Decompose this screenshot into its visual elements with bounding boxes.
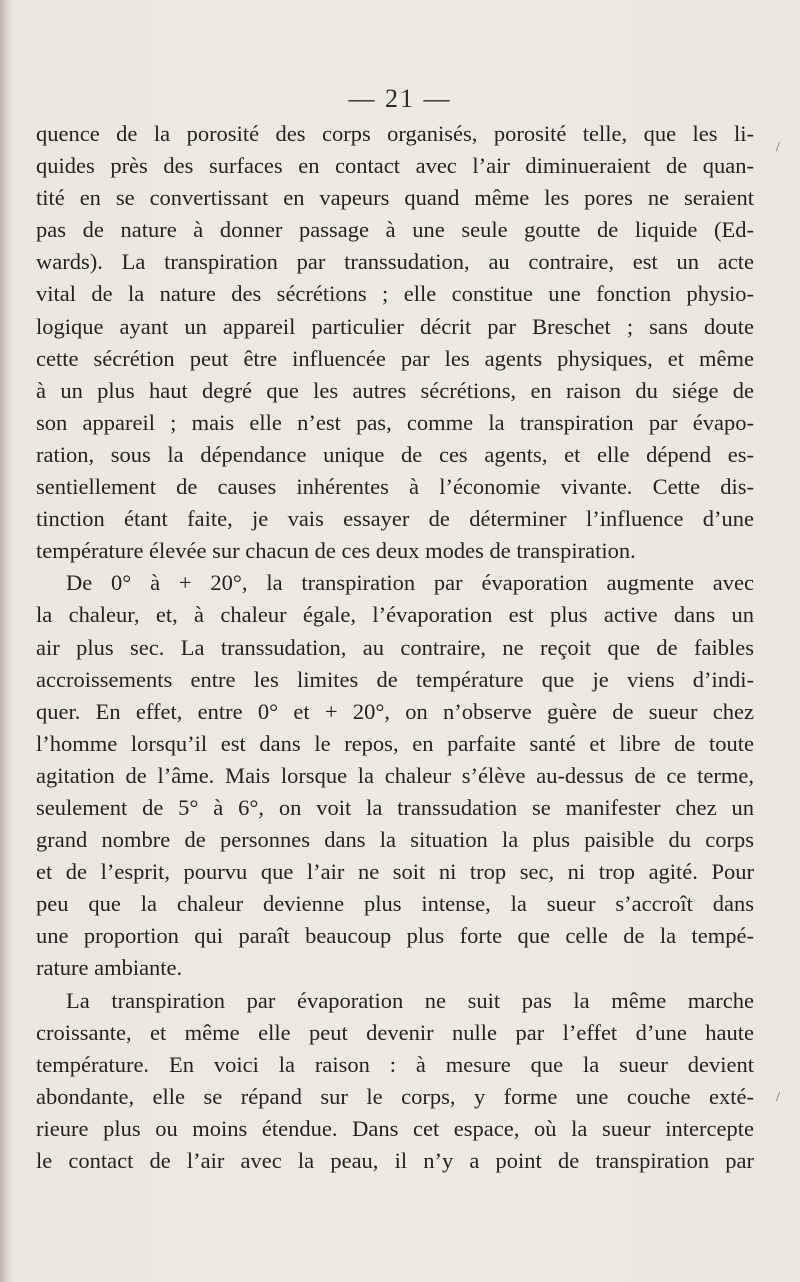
text-line: sentiellement de causes inhérentes à l’économie vivante. Cette dis- (36, 474, 754, 500)
text-line: grand nombre de personnes dans la situation la plus paisible du corps (36, 827, 754, 853)
text-line: peu que la chaleur devienne plus intense, la sueur s’accroît dans (36, 891, 754, 917)
text-line: la chaleur, et, à chaleur égale, l’évaporation est plus active dans un (36, 602, 754, 628)
text-line: une proportion qui paraît beaucoup plus forte que celle de la tempé- (36, 923, 754, 949)
body-text (36, 118, 754, 1177)
text-line: La transpiration par évaporation ne suit pas la même marche (66, 987, 754, 1013)
text-line: rature ambiante. (36, 955, 183, 981)
page-binding-edge (0, 0, 12, 1282)
text-line: agitation de l’âme. Mais lorsque la chaleur s’élève au-dessus de ce terme, (36, 762, 754, 788)
text-line: et de l’esprit, pourvu que l’air ne soit ni trop sec, ni trop agité. Pour (36, 859, 754, 885)
margin-pencil-mark: / (776, 140, 780, 155)
text-line: accroissements entre les limites de température que je viens d’indi- (36, 666, 754, 692)
text-line: abondante, elle se répand sur le corps, y forme une couche exté- (36, 1083, 754, 1109)
text-line: vital de la nature des sécrétions ; elle constitue une fonction physio- (36, 281, 754, 307)
page-number: — 21 — (348, 84, 452, 113)
text-line: rieure plus ou moins étendue. Dans cet espace, où la sueur intercepte (36, 1115, 754, 1141)
margin-pencil-mark: / (776, 1090, 780, 1105)
text-line: à un plus haut degré que les autres sécrétions, en raison du siége de (36, 377, 754, 403)
text-line: température élevée sur chacun de ces deux modes de transpiration. (36, 538, 636, 564)
text-line: pas de nature à donner passage à une seule goutte de liquide (Ed- (36, 217, 754, 243)
text-line: quence de la porosité des corps organisés, porosité telle, que les li- (36, 121, 754, 146)
text-line: logique ayant un appareil particulier décrit par Breschet ; sans doute (36, 313, 754, 339)
text-line: l’homme lorsqu’il est dans le repos, en parfaite santé et libre de toute (36, 730, 754, 756)
text-line: tité en se convertissant en vapeurs quand même les pores ne seraient (36, 185, 754, 211)
text-line: son appareil ; mais elle n’est pas, comme la transpiration par évapo- (36, 409, 754, 435)
text-line: quer. En effet, entre 0° et + 20°, on n’observe guère de sueur chez (36, 698, 754, 724)
text-line: tinction étant faite, je vais essayer de déterminer l’influence d’une (36, 506, 754, 532)
text-line: De 0° à + 20°, la transpiration par évaporation augmente avec (66, 570, 754, 596)
text-line: quides près des surfaces en contact avec l’air diminueraient de quan- (36, 153, 754, 179)
text-line: croissante, et même elle peut devenir nulle par l’effet d’une haute (36, 1019, 754, 1045)
text-line: wards). La transpiration par transsudation, au contraire, est un acte (36, 249, 754, 275)
text-line: air plus sec. La transsudation, au contraire, ne reçoit que de faibles (36, 634, 754, 660)
text-line: seulement de 5° à 6°, on voit la transsudation se manifester chez un (36, 794, 754, 820)
text-line: cette sécrétion peut être influencée par les agents physiques, et même (36, 345, 754, 371)
text-line: ration, sous la dépendance unique de ces agents, et elle dépend es- (36, 441, 754, 467)
text-line: température. En voici la raison : à mesure que la sueur devient (36, 1051, 754, 1077)
text-line: le contact de l’air avec la peau, il n’y a point de transpiration par (36, 1148, 754, 1173)
